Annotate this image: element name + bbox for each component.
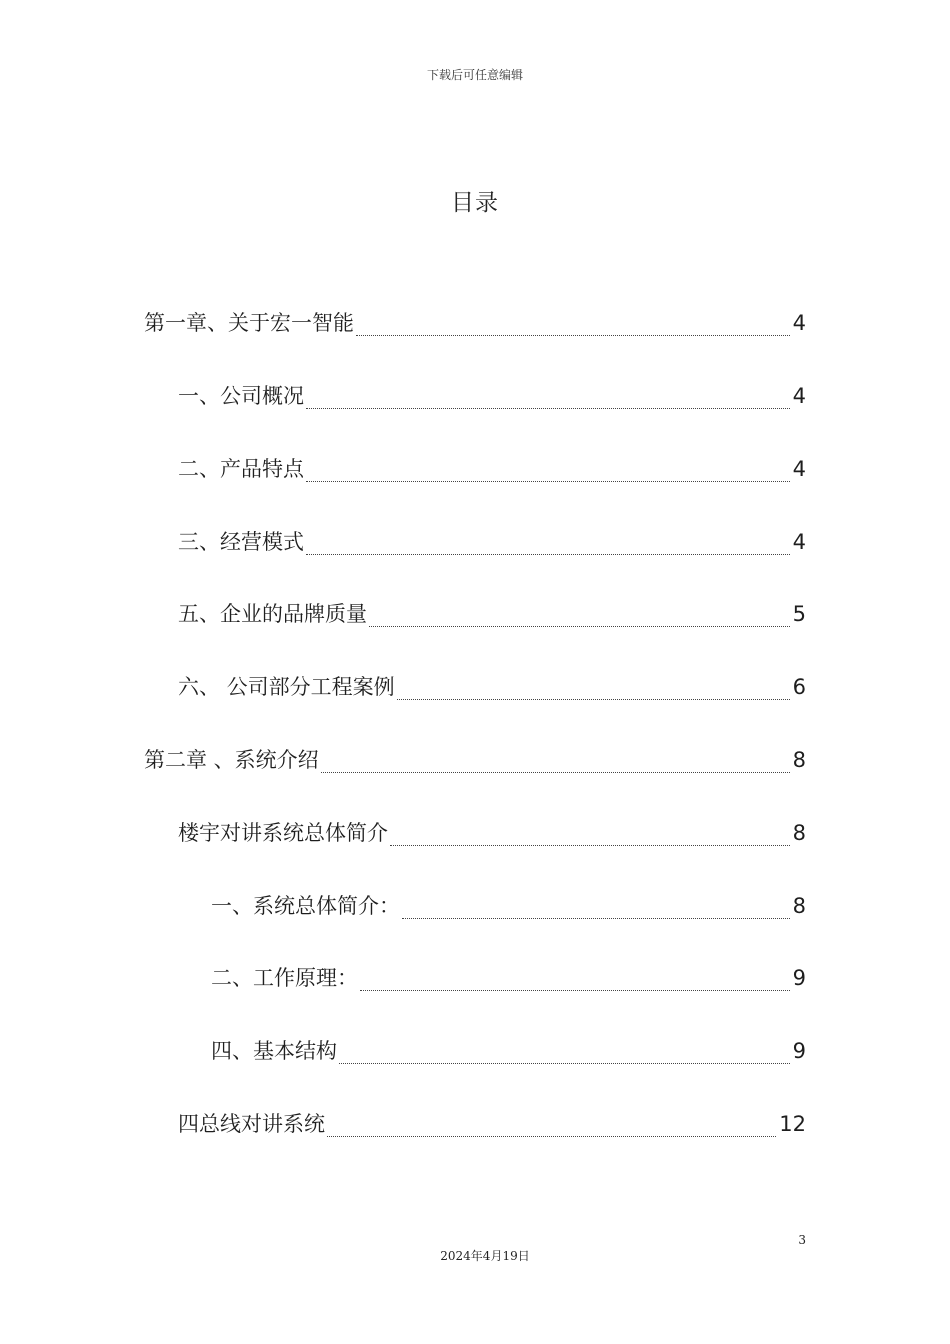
toc-entry-label: 六、 公司部分工程案例 [178,675,395,699]
toc-entry-label: 一、公司概况 [178,384,304,408]
toc-entry-four-bus-intercom[interactable] [178,1104,806,1144]
toc-entry-page: 8 [792,894,806,918]
footer-date: 2024年4月19日 [440,1249,530,1263]
toc-entry-company-overview[interactable] [178,376,806,416]
toc-entry-label: 第二章 、系统介绍 [144,748,319,772]
toc-entry-page: 12 [779,1112,806,1136]
toc-entry-page: 4 [792,311,806,335]
toc-entry-page: 4 [792,457,806,481]
toc-entry-page: 4 [792,530,806,554]
toc-title: 目录 [451,190,499,216]
toc-entry-label: 四、基本结构 [211,1039,337,1063]
dot-leader [339,1063,790,1064]
toc-entry-page: 9 [792,966,806,990]
toc-entry-label: 三、经营模式 [178,530,304,554]
toc-entry-product-features[interactable] [178,449,806,489]
toc-entry-page: 9 [792,1039,806,1063]
toc-entry-page: 8 [792,748,806,772]
dot-leader [306,554,790,555]
toc-entry-page: 6 [792,675,806,699]
toc-entry-label: 二、产品特点 [178,457,304,481]
toc-entry-basic-structure[interactable] [211,1031,806,1071]
dot-leader [356,335,790,336]
dot-leader [321,772,790,773]
dot-leader [402,918,790,919]
toc-entry-label: 第一章、关于宏一智能 [144,311,354,335]
toc-entry-project-cases[interactable] [178,667,806,707]
toc-entry-chapter-2[interactable] [144,740,806,780]
header-note: 下载后可任意编辑 [426,68,523,82]
toc-entry-system-overview[interactable] [211,886,806,926]
toc-entry-working-principle[interactable] [211,958,806,998]
toc-entry-intercom-overview[interactable] [178,813,806,853]
dot-leader [306,481,790,482]
toc-entry-label: 二、工作原理： [211,966,358,990]
toc-entry-page: 8 [792,821,806,845]
toc-entry-label: 四总线对讲系统 [178,1112,325,1136]
toc-entry-chapter-1[interactable] [144,303,806,343]
dot-leader [369,626,790,627]
dot-leader [327,1136,776,1137]
toc-entry-label: 一、系统总体简介： [211,894,400,918]
page-number: 3 [798,1233,806,1247]
dot-leader [390,845,790,846]
toc-entry-label: 五、企业的品牌质量 [178,602,367,626]
dot-leader [397,699,790,700]
toc-entry-label: 楼宇对讲系统总体简介 [178,821,388,845]
dot-leader [360,990,790,991]
toc-entry-business-model[interactable] [178,522,806,562]
toc-entry-brand-quality[interactable] [178,594,806,634]
toc-entry-page: 4 [792,384,806,408]
toc-entry-page: 5 [792,602,806,626]
dot-leader [306,408,790,409]
